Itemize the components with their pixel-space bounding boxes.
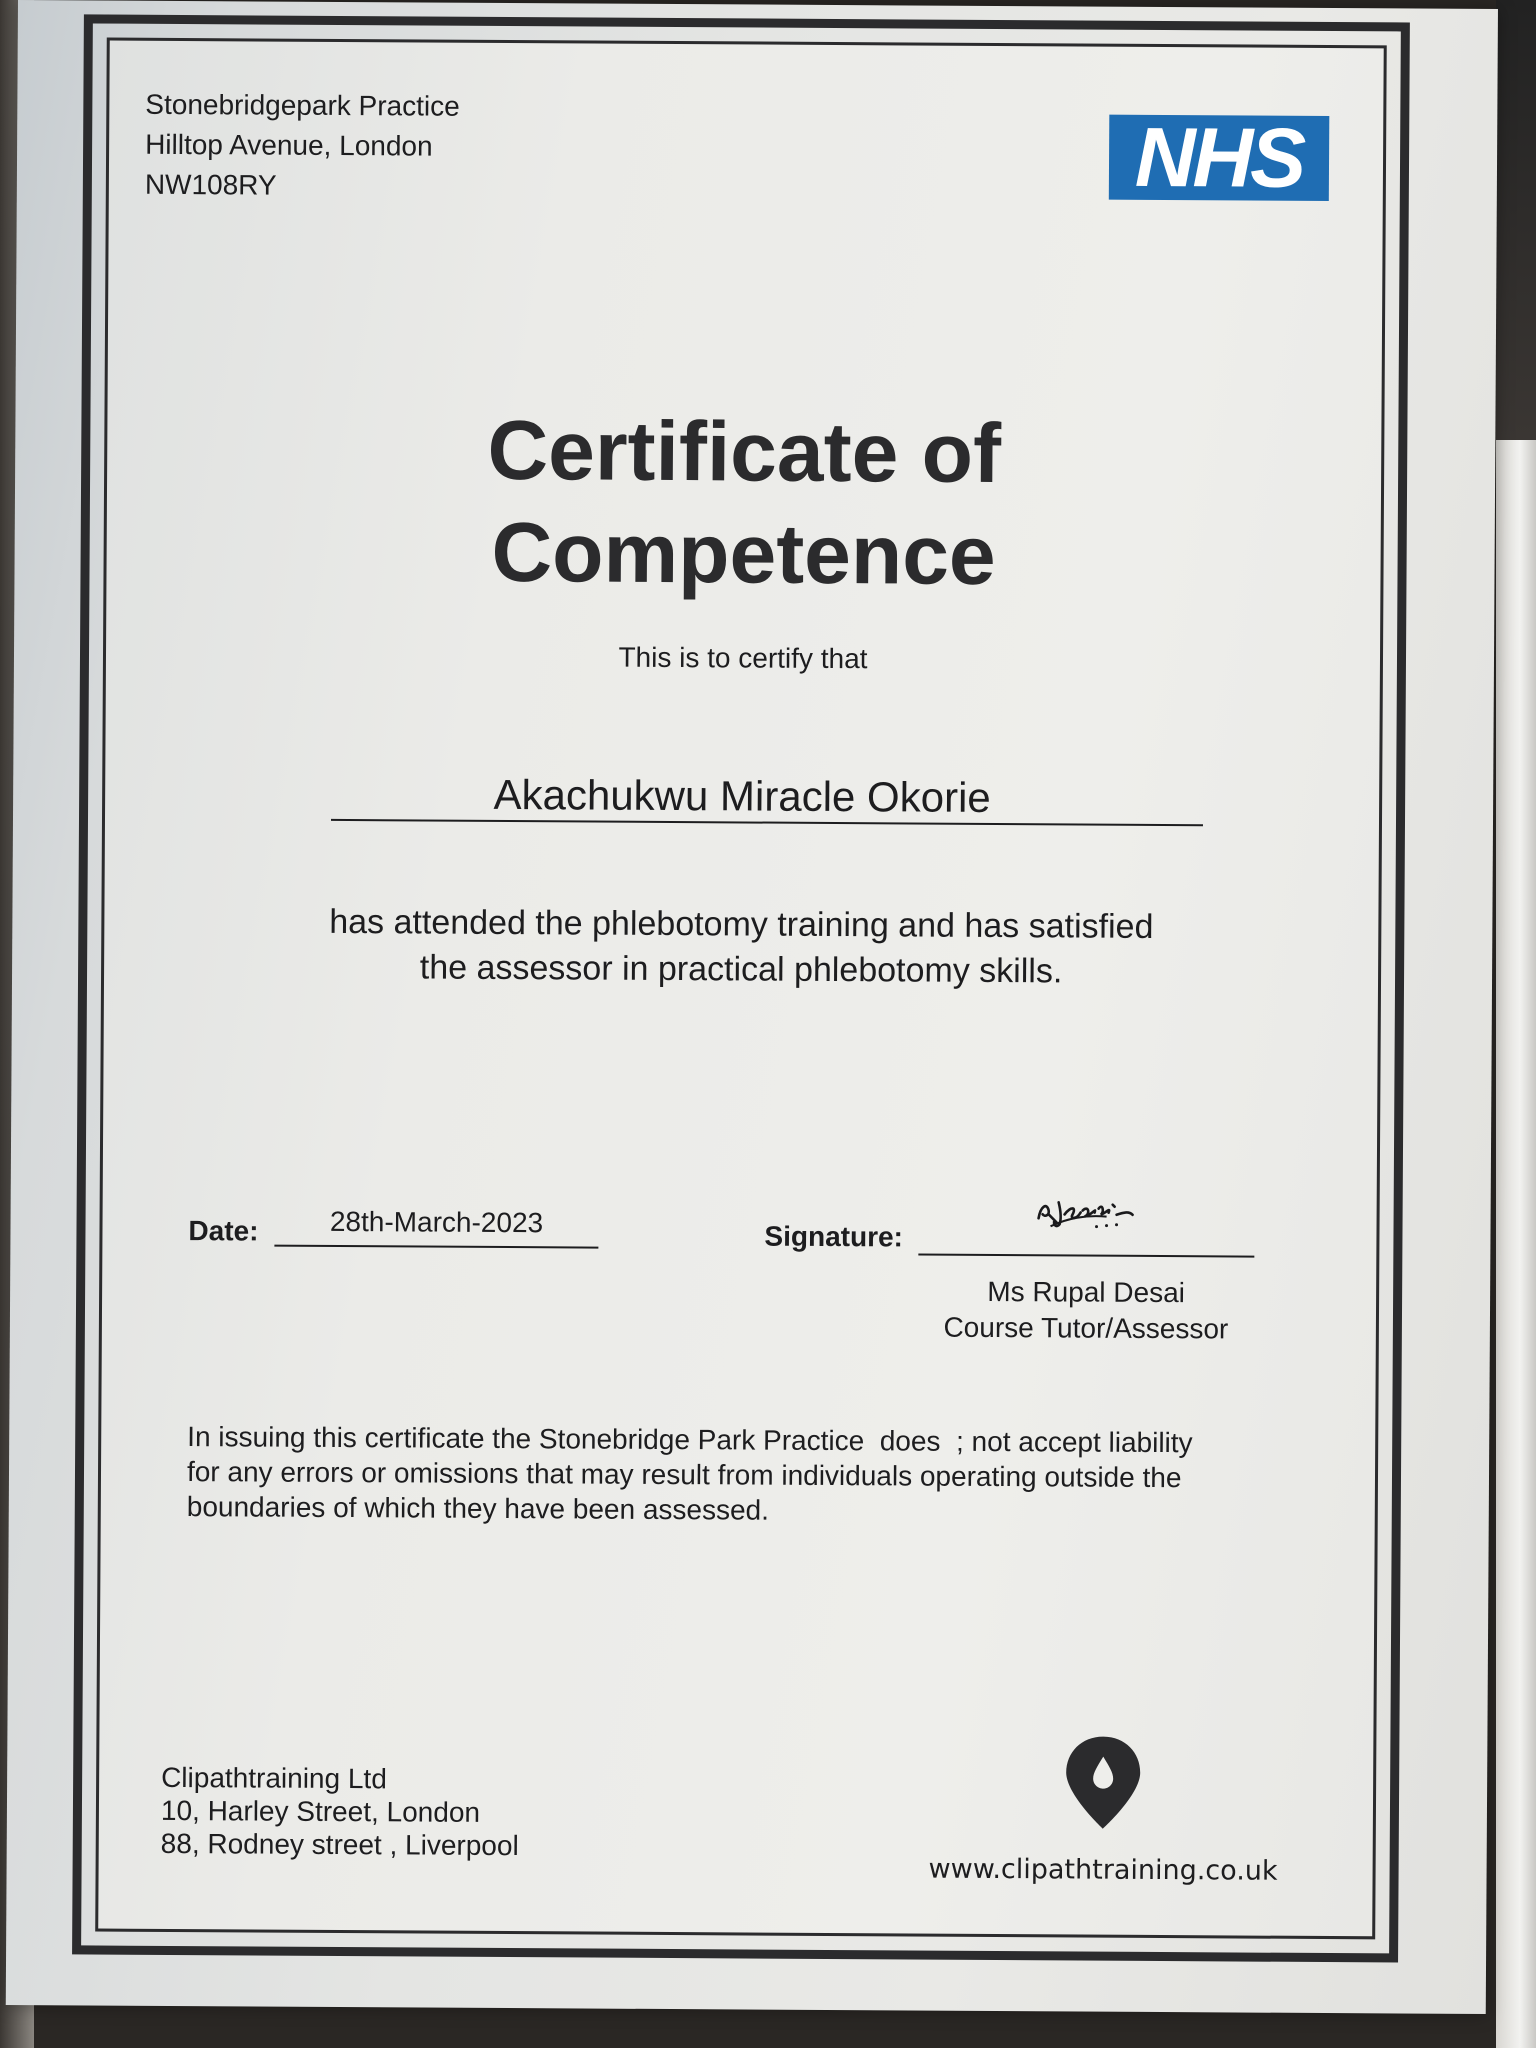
provider-name: Clipathtraining Ltd bbox=[161, 1761, 387, 1795]
certificate-statement bbox=[104, 899, 1379, 997]
background-right-shadow bbox=[1496, 0, 1536, 440]
statement-line-2: the assessor in practical phlebotomy skills. bbox=[419, 948, 1063, 991]
title-line-2: Competence bbox=[491, 504, 996, 602]
certificate-title bbox=[106, 397, 1381, 609]
issuer-postcode: NW108RY bbox=[144, 168, 277, 201]
disclaimer-line-3: boundaries of which they have been assessed. bbox=[186, 1491, 770, 1526]
nhs-logo: NHS bbox=[1109, 115, 1330, 201]
certify-text: This is to certify that bbox=[618, 641, 868, 675]
issuer-address bbox=[145, 85, 460, 207]
certificate-inner-border bbox=[95, 38, 1387, 1940]
signature-label: Signature: bbox=[764, 1220, 904, 1253]
statement-line-1: has attended the phlebotomy training and has satisfied bbox=[329, 902, 1154, 946]
provider-address-2: 88, Rodney street , Liverpool bbox=[160, 1827, 519, 1862]
assessor-block bbox=[918, 1274, 1254, 1348]
certificate-paper bbox=[6, 0, 1498, 2014]
liability-disclaimer bbox=[187, 1419, 1258, 1531]
disclaimer-line-1: In issuing this certificate the Stonebridge Park Practice does ; not accept liability bbox=[187, 1421, 1193, 1459]
date-value: 28th-March-2023 bbox=[329, 1205, 544, 1239]
issuer-address-line: Hilltop Avenue, London bbox=[145, 128, 433, 162]
assessor-name: Ms Rupal Desai bbox=[987, 1275, 1186, 1309]
date-label: Date: bbox=[188, 1215, 259, 1247]
assessor-role: Course Tutor/Assessor bbox=[943, 1311, 1229, 1345]
location-pin-icon bbox=[1063, 1734, 1144, 1830]
provider-website: www.clipathtraining.co.uk bbox=[928, 1853, 1278, 1887]
handwritten-signature bbox=[1032, 1184, 1142, 1235]
provider-address-1: 10, Harley Street, London bbox=[160, 1794, 481, 1828]
issuer-name: Stonebridgepark Practice bbox=[145, 88, 460, 122]
date-underline bbox=[274, 1245, 598, 1249]
title-line-1: Certificate of bbox=[487, 402, 1002, 501]
disclaimer-line-2: for any errors or omissions that may result from individuals operating outside the bbox=[186, 1456, 1182, 1494]
signature-underline bbox=[918, 1254, 1254, 1258]
provider-address bbox=[161, 1761, 520, 1862]
certificate-outer-border bbox=[72, 14, 1410, 1962]
recipient-name: Akachukwu Miracle Okorie bbox=[493, 770, 991, 821]
